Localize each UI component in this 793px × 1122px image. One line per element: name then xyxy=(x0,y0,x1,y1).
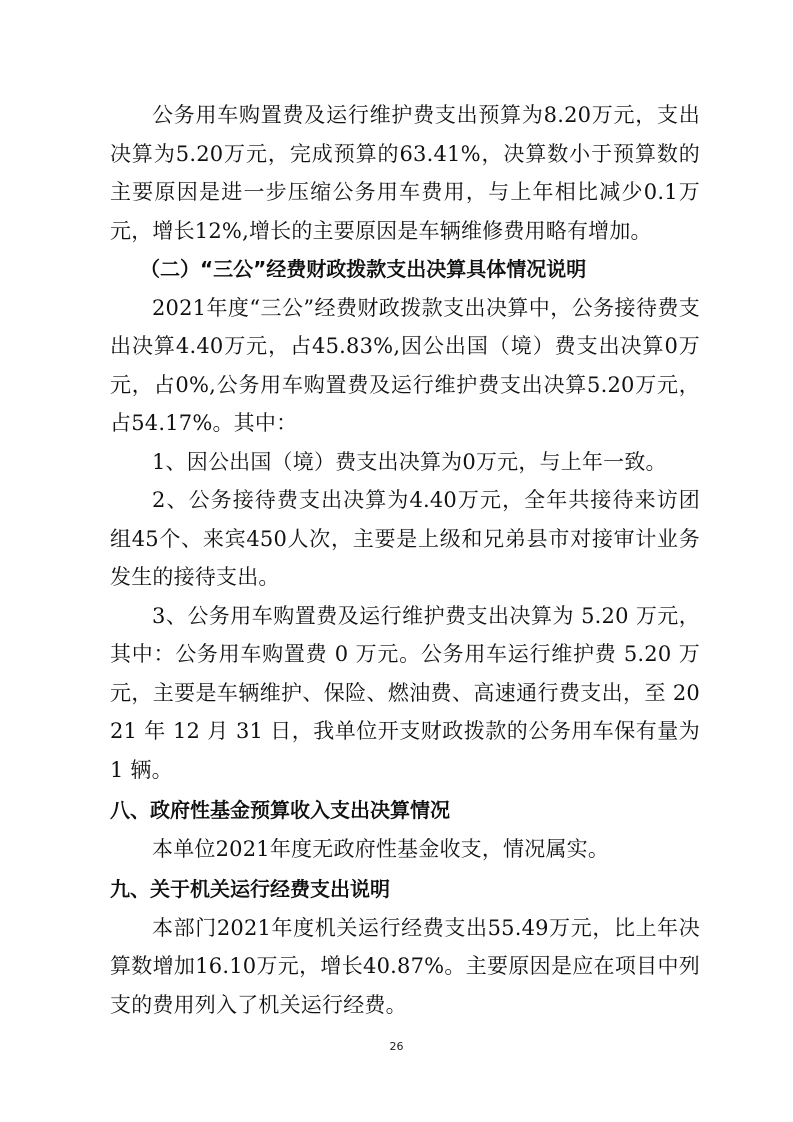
paragraph-reception-expenses: 2、公务接待费支出决算为4.40万元，全年共接待来访团组45个、来宾450人次，主要是上级和兄弟县市对接审计业务发生的接待支出。 xyxy=(110,488,700,589)
page-number: 26 xyxy=(389,1040,404,1053)
paragraph-vehicle-expenses: 3、公务用车购置费及运行维护费支出决算为 5.20 万元，其中：公务用车购置费 0 万元。公务用车运行维护费 5.20 万元，主要是车辆维护、保险、燃油费、高速通行费支出，至 2021 年 12 月 31 日，我单位开支财政拨款的公务用车保有量为 1 辆。 xyxy=(110,603,700,782)
document-body xyxy=(110,96,700,1024)
paragraph-three-public-summary: 2021年度“三公”经费财政拨款支出决算中，公务接待费支出决算4.40万元，占45.83%,因公出国（境）费支出决算0万元，占0%,公务用车购置费及运行维护费支出决算5.20万元，占54.17%。其中： xyxy=(110,295,700,435)
paragraph-operating-expenses: 本部门2021年度机关运行经费支出55.49万元，比上年决算数增加16.10万元，增长40.87%。主要原因是应在项目中列支的费用列入了机关运行经费。 xyxy=(110,915,700,1017)
paragraph-government-fund: 本单位2021年度无政府性基金收支，情况属实。 xyxy=(152,836,610,861)
paragraph-vehicle-budget: 公务用车购置费及运行维护费支出预算为8.20万元，支出决算为5.20万元，完成预算的63.41%，决算数小于预算数的主要原因是进一步压缩公务用车费用，与上年相比减少0.1万元，增长12%,增长的主要原因是车辆维修费用略有增加。 xyxy=(110,103,700,243)
subheading-three-public-expenses: （二）“三公”经费财政拨款支出决算具体情况说明 xyxy=(140,257,587,281)
paragraph-overseas-travel: 1、因公出国（境）费支出决算为0万元，与上年一致。 xyxy=(152,449,667,474)
heading-operating-expenses: 九、关于机关运行经费支出说明 xyxy=(110,877,390,901)
heading-government-fund: 八、政府性基金预算收入支出决算情况 xyxy=(110,798,450,822)
